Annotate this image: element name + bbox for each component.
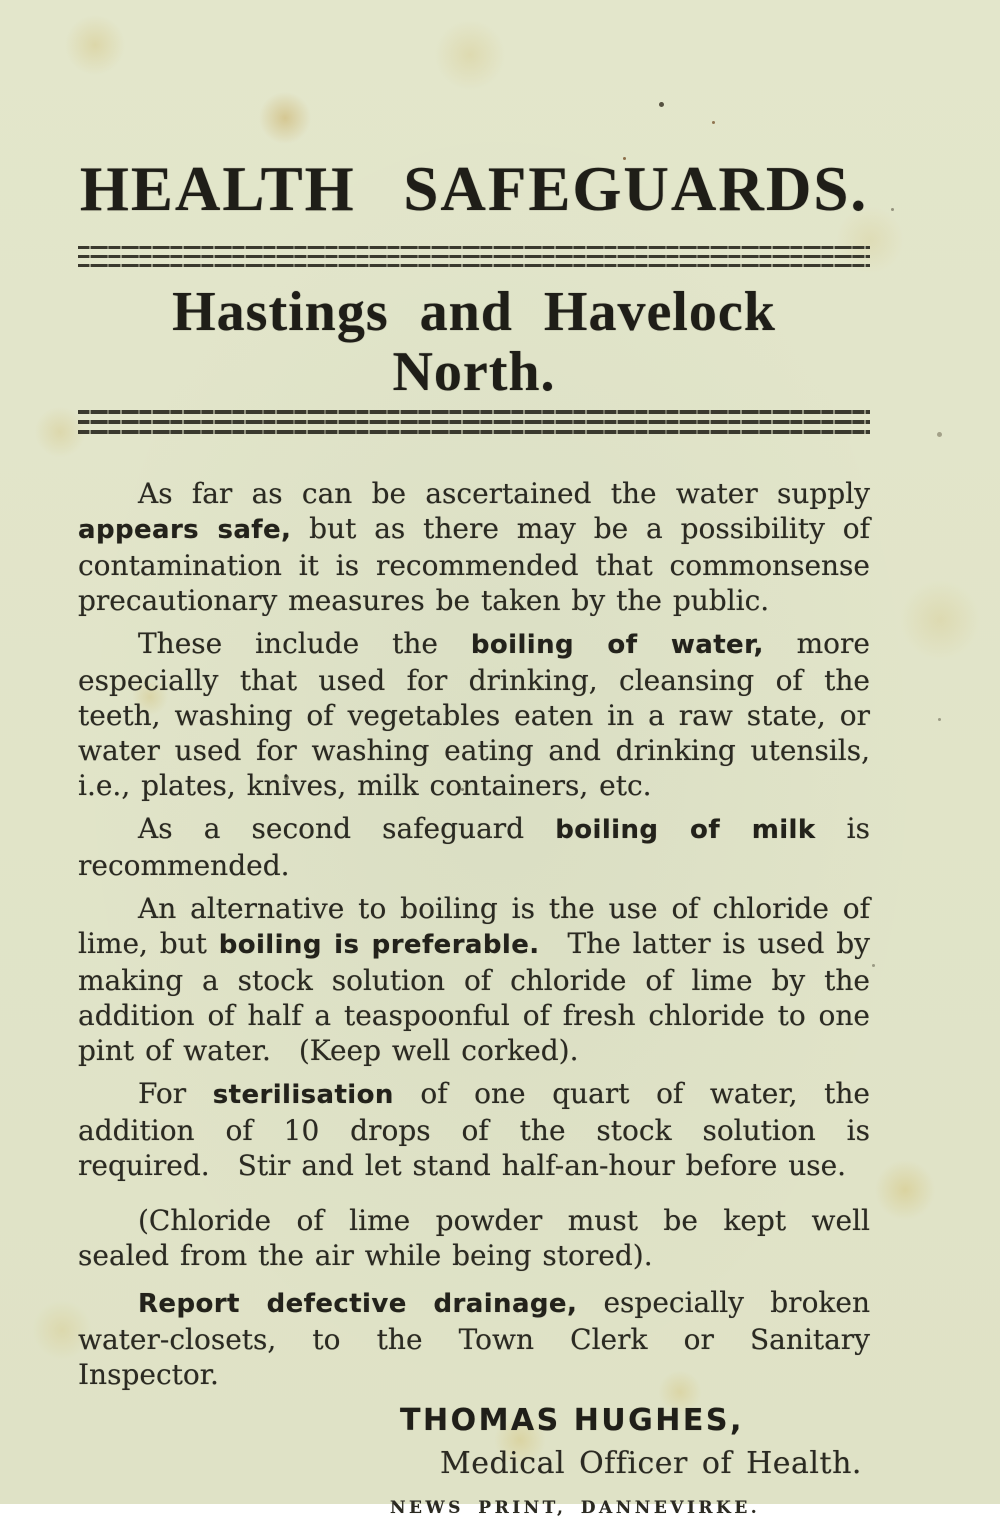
body-text-segment: (Chloride of lime powder must be kept well sealed from the air while being stored). xyxy=(78,1204,870,1272)
divider-line xyxy=(78,246,870,249)
body-text-segment: As far as can be ascertained the water supply xyxy=(138,477,870,510)
emphasis-text: appears safe, xyxy=(78,515,292,545)
body-text xyxy=(78,476,870,1392)
emphasis-text: boiling is preferable. xyxy=(218,930,540,960)
divider-line xyxy=(78,264,870,267)
body-text-segment: The latter is used by making a stock solution of chloride of lime by the addition of half a teaspoonful of fresh chloride to one pint of water. (Keep well corked). xyxy=(78,927,870,1067)
body-paragraph xyxy=(78,891,870,1068)
body-paragraph xyxy=(78,476,870,618)
main-title: HEALTH SAFEGUARDS. xyxy=(79,154,869,224)
body-paragraph xyxy=(78,811,870,883)
title-divider xyxy=(78,246,870,267)
printer-imprint: NEWS PRINT, DANNEVIRKE. xyxy=(390,1498,761,1518)
body-paragraph xyxy=(78,1076,870,1183)
signature-block xyxy=(78,1404,870,1482)
body-text-segment: of one quart of water, the addition of 10 drops of the stock solution is required. Stir and let stand half-an-hour before use. xyxy=(78,1077,871,1182)
body-text-segment: but as there may be a possibility of contamination it is recommended that commonsense precautionary measures be taken by the public. xyxy=(78,512,870,617)
poster-content xyxy=(78,0,870,1518)
divider-line xyxy=(78,255,870,258)
divider-line xyxy=(78,420,870,424)
signature-name: THOMAS HUGHES, xyxy=(400,1403,744,1438)
emphasis-text: Report defective drainage, xyxy=(138,1289,578,1319)
body-text-segment: An alternative to boiling is the use of chloride of lime, but xyxy=(78,892,870,960)
emphasis-text: boiling of water, xyxy=(470,630,764,660)
body-text-segment: especially broken water-closets, to the Town Clerk or Sanitary Inspector. xyxy=(78,1286,870,1391)
signature-role: Medical Officer of Health. xyxy=(440,1446,862,1481)
emphasis-text: sterilisation xyxy=(212,1080,394,1110)
body-paragraph xyxy=(78,626,870,803)
body-text-segment: is recommended. xyxy=(78,812,870,882)
body-text-segment: These include the xyxy=(138,627,471,660)
body-text-segment: For xyxy=(138,1077,213,1110)
paper-specks xyxy=(0,0,3,3)
body-text-segment: more especially that used for drinking, cleansing of the teeth, washing of vegetables eaten in a raw state, or water used for washing eating and drinking utensils, i.e., plates, knives, milk containers, etc. xyxy=(78,627,870,802)
subtitle-divider xyxy=(78,410,870,434)
body-paragraph xyxy=(78,1203,870,1273)
body-paragraph xyxy=(78,1285,870,1392)
body-text-segment: As a second safeguard xyxy=(138,812,556,845)
emphasis-text: boiling of milk xyxy=(555,815,816,845)
subtitle-towns: Hastings and Havelock North. xyxy=(172,281,776,403)
divider-line xyxy=(78,430,870,434)
divider-line xyxy=(78,410,870,414)
